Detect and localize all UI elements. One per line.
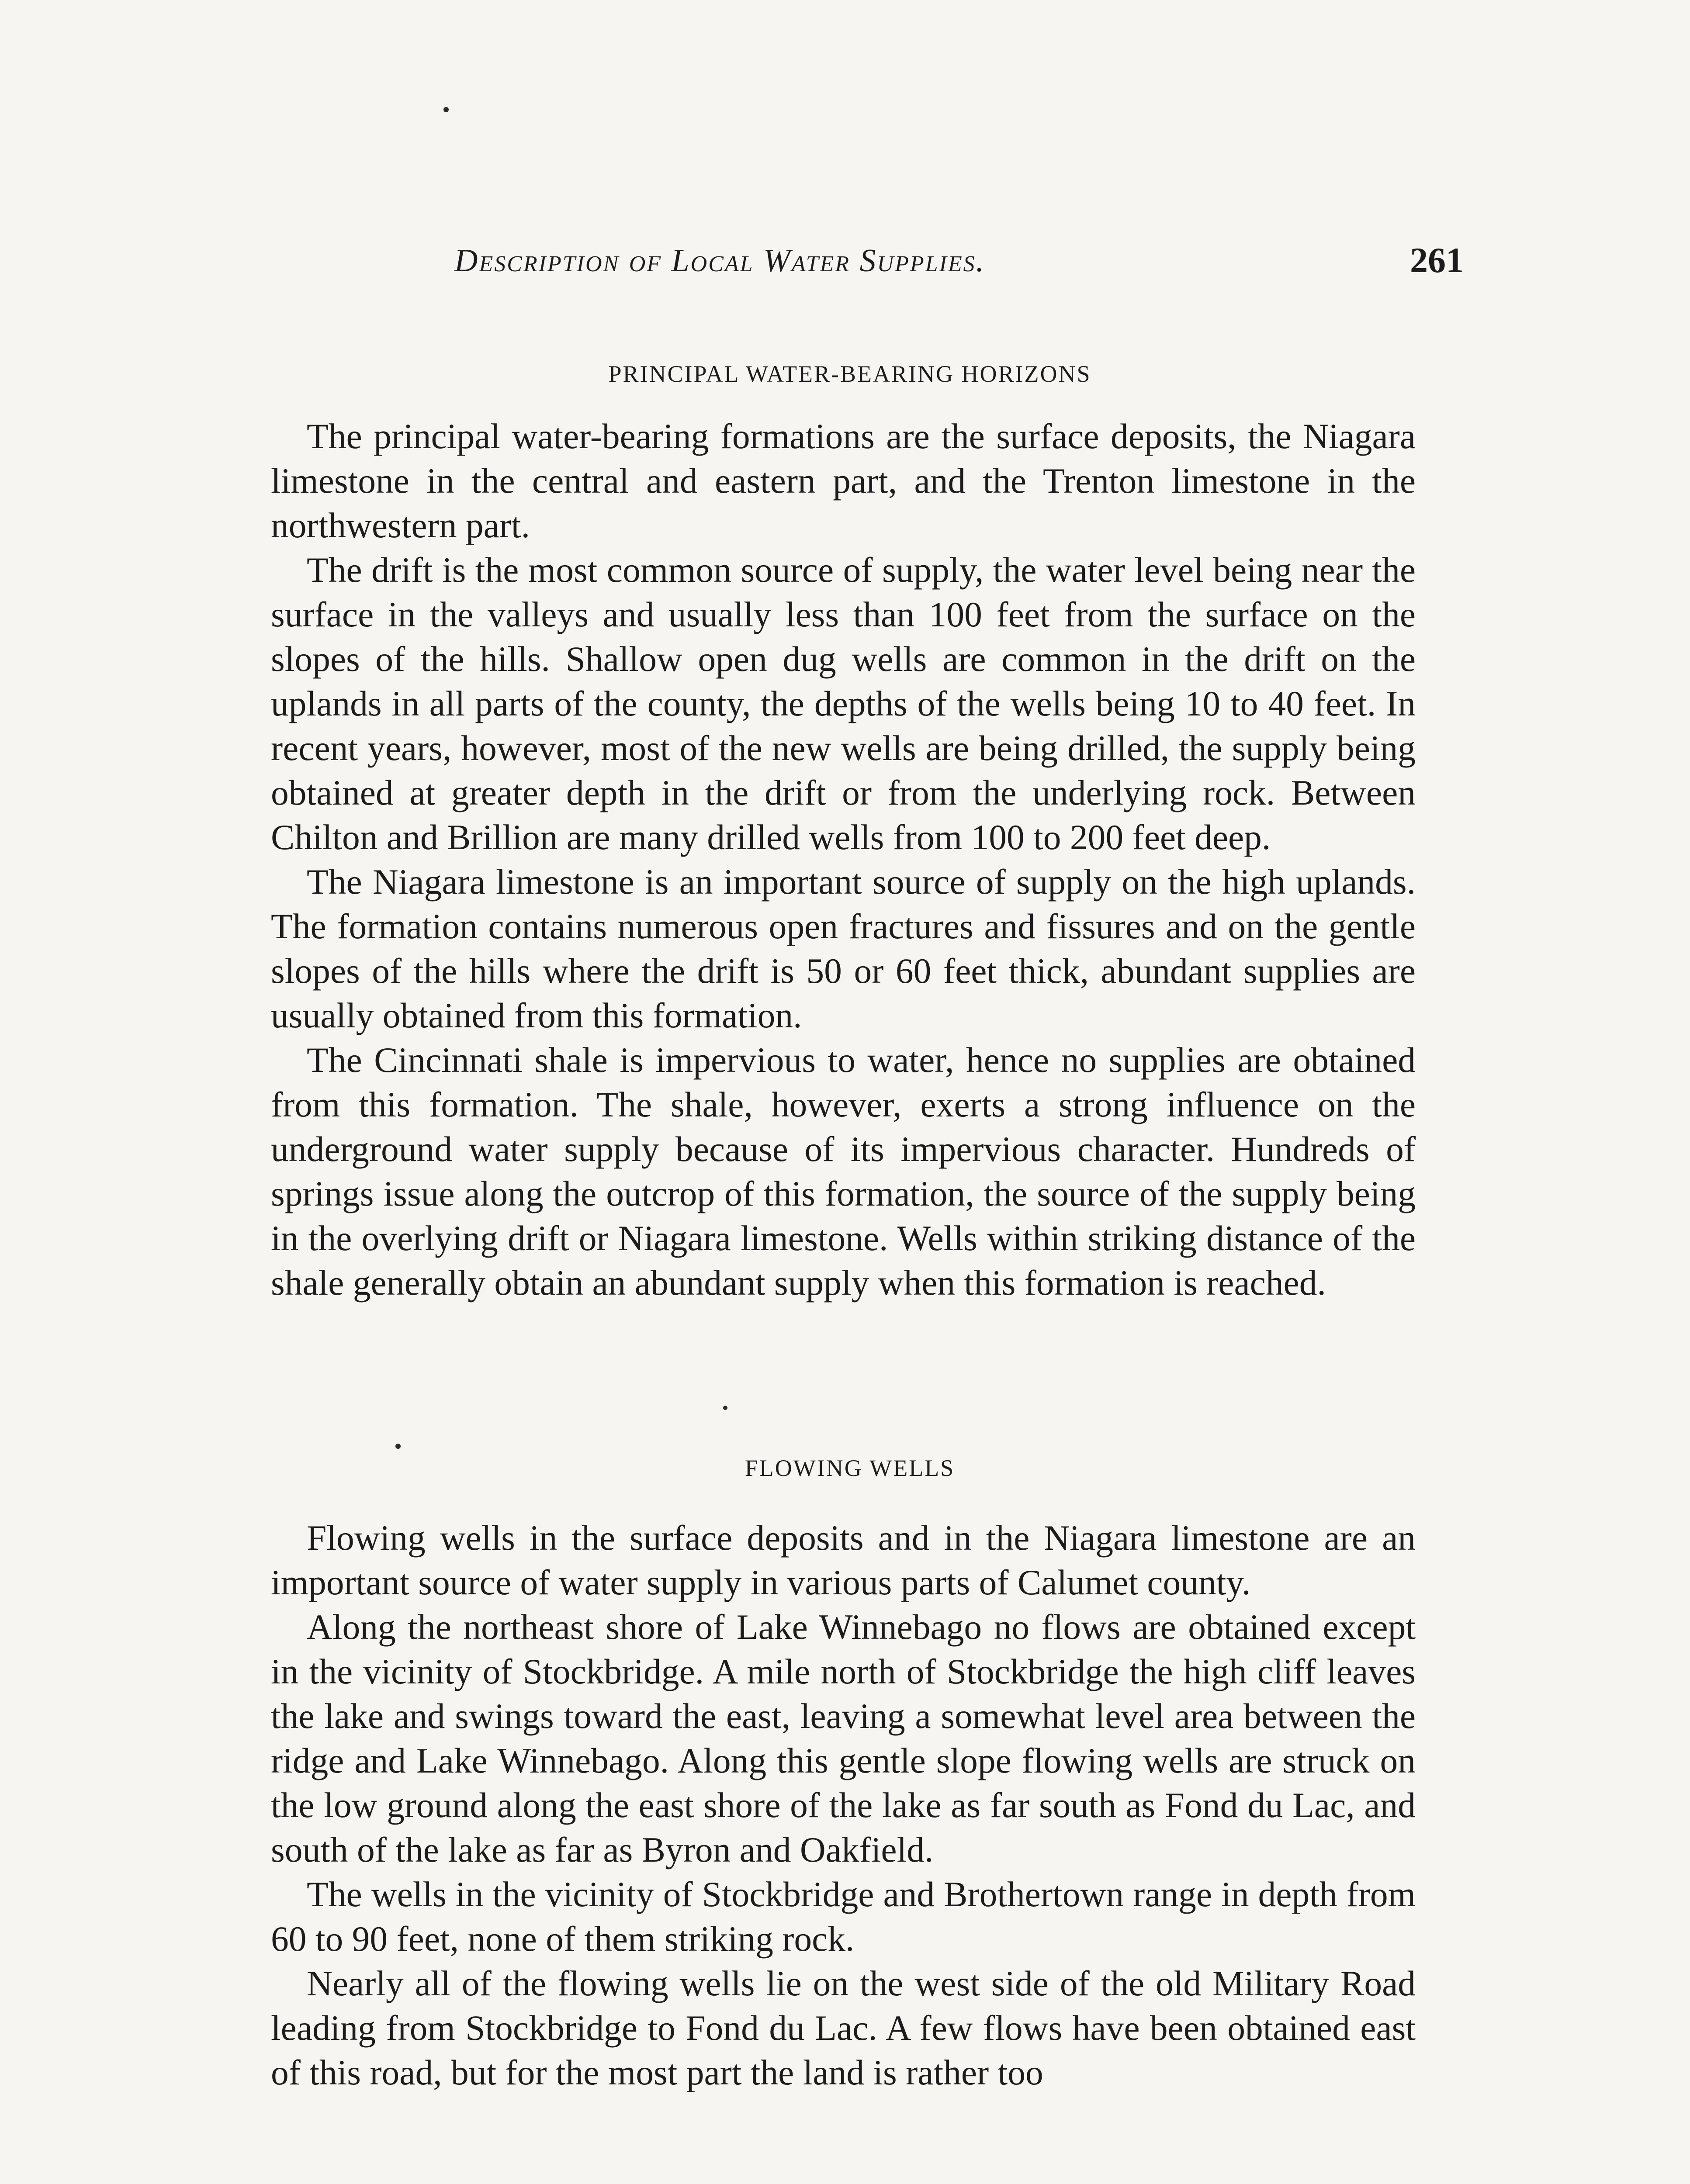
paragraph: Along the northeast shore of Lake Winnebago no flows are obtained except in the vicinity of Stockbridge. A mile north of Stockbridge the high cliff leaves the lake and swings toward the east, leaving a somewhat level area between the ridge and Lake Winnebago. Along this gentle slope flowing wells are struck on the low ground along the east shore of the lake as far south as Fond du Lac, and south of the lake as far as Byron and Oakfield. [271,1607,1416,1870]
running-head [262,242,1464,295]
paragraph: The drift is the most common source of supply, the water level being near the surface in the valleys and usually less than 100 feet from the surface on the slopes of the hills. Shallow open dug wells are common in the drift on the uplands in all parts of the county, the depths of the wells being 10 to 40 feet. In recent years, however, most of the new wells are being drilled, the supply being obtained at greater depth in the drift or from the underlying rock. Between Chilton and Brillion are many drilled wells from 100 to 200 feet deep. [271,550,1416,857]
paragraph: Flowing wells in the surface deposits and in the Niagara limestone are an important source of water supply in various parts of Calumet county. [271,1518,1416,1602]
paper-speck [395,1444,401,1449]
section-body-water-bearing-horizons [271,414,1416,1305]
paragraph: The principal water-bearing formations are the surface deposits, the Niagara limestone in the central and eastern part, and the Trenton limestone in the northwestern part. [271,416,1416,545]
section-body-flowing-wells [271,1516,1416,2095]
section-heading-flowing-wells: FLOWING WELLS [745,1455,955,1481]
section-heading-water-bearing-horizons: PRINCIPAL WATER-BEARING HORIZONS [608,361,1091,387]
paragraph: The wells in the vicinity of Stockbridge and Brothertown range in depth from 60 to 90 feet, none of them striking rock. [271,1874,1416,1959]
paper-speck [443,107,449,112]
paper-speck [723,1406,727,1410]
page-number: 261 [1410,240,1464,280]
paragraph: Nearly all of the flowing wells lie on the west side of the old Military Road leading from Stockbridge to Fond du Lac. A few flows have been obtained east of this road, but for the most part the land is rather too [271,1963,1416,2092]
paragraph: The Cincinnati shale is impervious to water, hence no supplies are obtained from this formation. The shale, however, exerts a strong influence on the underground water supply because of its impervious character. Hundreds of springs issue along the outcrop of this formation, the source of the supply being in the overlying drift or Niagara limestone. Wells within striking distance of the shale generally obtain an abundant supply when this formation is reached. [271,1040,1416,1303]
paragraph: The Niagara limestone is an important source of supply on the high uplands. The formation contains numerous open fractures and fissures and on the gentle slopes of the hills where the drift is 50 or 60 feet thick, abundant supplies are usually obtained from this formation. [271,862,1416,1035]
running-title: Description of Local Water Supplies. [454,243,986,279]
